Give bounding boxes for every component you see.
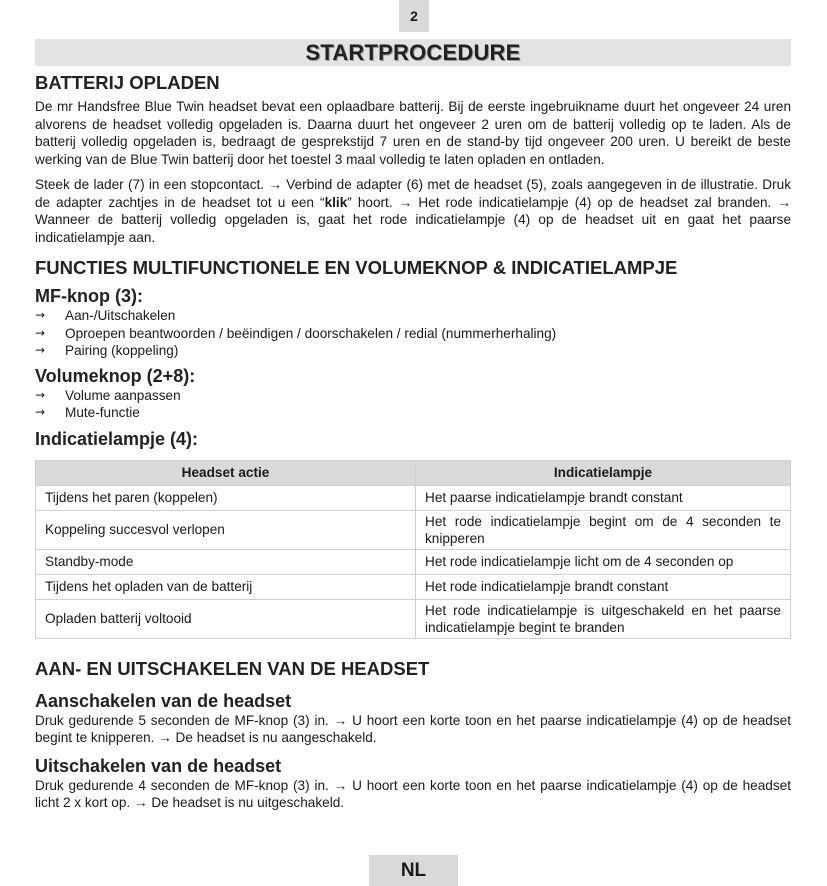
volumeknop-title: Volumeknop (2+8): bbox=[35, 365, 196, 386]
arrow-icon: → bbox=[35, 387, 46, 402]
list-item-text: Pairing (koppeling) bbox=[65, 343, 179, 358]
list-item-text: Oproepen beantwoorden / beëindigen / doorschakelen / redial (nummerherhaling) bbox=[65, 325, 557, 341]
table-header-row bbox=[36, 460, 791, 485]
arrow-icon: → bbox=[35, 308, 46, 322]
table-cell-indicator: Het paarse indicatielampje brandt constant bbox=[416, 485, 791, 510]
switch-on-title: Aanschakelen van de headset bbox=[35, 690, 292, 711]
list-item-text: Volume aanpassen bbox=[65, 387, 181, 403]
section-title-functions: FUNCTIES MULTIFUNCTIONELE EN VOLUMEKNOP & INDICATIELAMPJE bbox=[35, 257, 678, 278]
battery-paragraph-2 bbox=[35, 176, 791, 246]
table-header-indicator: Indicatielampje bbox=[416, 460, 791, 485]
mf-knop-list bbox=[35, 307, 791, 360]
list-item-text: Mute-functie bbox=[65, 405, 140, 420]
table-row bbox=[36, 549, 791, 574]
table-cell-indicator: Het rode indicatielampje licht om de 4 seconden op bbox=[416, 549, 791, 574]
list-item bbox=[35, 342, 791, 360]
table-cell-action: Tijdens het opladen van de batterij bbox=[36, 574, 416, 599]
table-row bbox=[36, 485, 791, 510]
switch-off-text: Druk gedurende 4 seconden de MF-knop (3) in. → U hoort een korte toon en het paarse indicatielampje (4) op de headset licht 2 x kort op. → De headset is nu uitgeschakeld. bbox=[35, 777, 791, 810]
table-header-action: Headset actie bbox=[36, 460, 416, 485]
section-title-on-off: AAN- EN UITSCHAKELEN VAN DE HEADSET bbox=[35, 657, 430, 679]
page-content bbox=[35, 39, 791, 812]
page-number: 2 bbox=[399, 0, 429, 32]
indicator-table bbox=[35, 460, 791, 639]
klik-bold: klik bbox=[324, 194, 348, 210]
list-item bbox=[35, 307, 791, 325]
arrow-icon: → bbox=[35, 405, 46, 419]
arrow-icon: → bbox=[35, 343, 46, 357]
list-item-text: Aan-/Uitschakelen bbox=[65, 308, 176, 323]
table-cell-action: Koppeling succesvol verlopen bbox=[36, 510, 416, 549]
table-row bbox=[36, 510, 791, 549]
section-title-battery: BATTERIJ OPLADEN bbox=[35, 72, 220, 93]
battery-paragraph-2-part-a: Steek de lader (7) in een stopcontact. → Verbind de adapter (6) met de headset (5), zoals aangegeven in de illustratie. Druk de adapter zachtjes in de headset tot u een “ bbox=[35, 177, 791, 210]
battery-paragraph-2-part-b: ” hoort. → Het rode indicatielampje (4) op de headset zal branden. → Wanneer de batterij volledig opgeladen is, gaat het rode indicatielampje (4) op de headset uit en gaat het paarse indicatielampje aan. bbox=[35, 194, 791, 245]
battery-paragraph-1: De mr Handsfree Blue Twin headset bevat een oplaadbare batterij. Bij de eerste ingebruikname duurt het ongeveer 24 uren alvorens de headset volledig opgeladen is. Daarna duurt het ongeveer 2 uren om de batterij volledig op te laden. Als de batterij volledig opgeladen is, bedraagt de gesprekstijd 7 uren en de stand-by tijd ongeveer 200 uren. U bereikt de beste werking van de Blue Twin batterij door het toestel 3 maal volledig te laten opladen en ontladen. bbox=[35, 99, 791, 167]
table-cell-action: Tijdens het paren (koppelen) bbox=[36, 485, 416, 510]
mf-knop-title: MF-knop (3): bbox=[35, 286, 143, 306]
switch-on-text: Druk gedurende 5 seconden de MF-knop (3) in. → U hoort een korte toon en het paarse indicatielampje (4) op de headset begint te knipperen. → De headset is nu aangeschakeld. bbox=[35, 712, 791, 745]
table-cell-indicator: Het rode indicatielampje brandt constant bbox=[416, 574, 791, 599]
table-cell-action: Standby-mode bbox=[36, 549, 416, 574]
list-item bbox=[35, 325, 791, 343]
table-cell-action: Opladen batterij voltooid bbox=[36, 599, 416, 638]
table-row bbox=[36, 599, 791, 638]
switch-off-title: Uitschakelen van de headset bbox=[35, 755, 282, 776]
list-item bbox=[35, 404, 791, 422]
indicatielampje-title: Indicatielampje (4): bbox=[35, 428, 199, 449]
table-cell-indicator: Het rode indicatielampje is uitgeschakeld en het paarse indicatielampje begint te branden bbox=[416, 599, 791, 638]
list-item bbox=[35, 387, 791, 405]
language-badge: NL bbox=[369, 855, 458, 886]
banner-title: STARTPROCEDURE bbox=[35, 39, 791, 66]
table-row bbox=[36, 574, 791, 599]
table-cell-indicator: Het rode indicatielampje begint om de 4 seconden te knipperen bbox=[416, 510, 791, 549]
arrow-icon: → bbox=[35, 325, 46, 340]
volumeknop-list bbox=[35, 387, 791, 422]
